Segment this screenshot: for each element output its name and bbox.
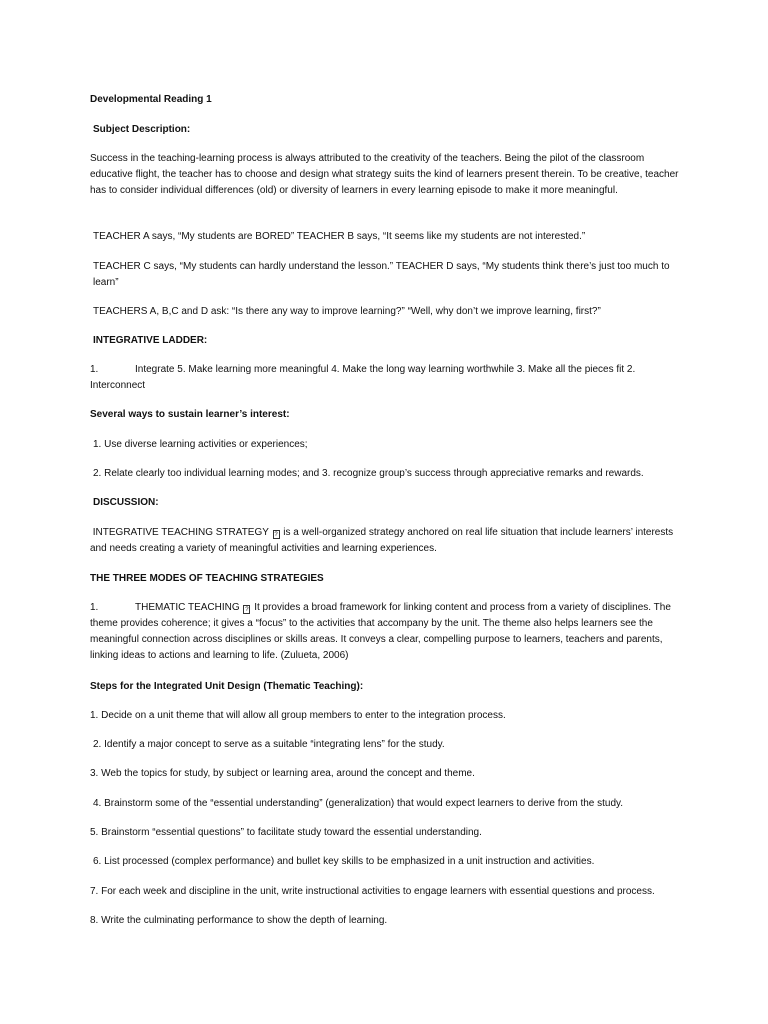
thematic-number: 1. — [90, 602, 99, 613]
step-item-6: 6. List processed (complex performance) and bullet key skills to be emphasized in a unit instruction and activities. — [93, 856, 595, 867]
sustain-item-1: 1. Use diverse learning activities or experiences; — [93, 439, 308, 450]
step-item-7: 7. For each week and discipline in the unit, write instructional activities to engage learners with essential questions and process. — [90, 886, 655, 897]
discussion-heading: DISCUSSION: — [93, 497, 159, 508]
teacher-ab-paragraph: TEACHER A says, “My students are BORED” TEACHER B says, “It seems like my students are not interested.” — [93, 231, 586, 242]
step-item-3: 3. Web the topics for study, by subject or learning area, around the concept and theme. — [90, 768, 475, 779]
intro-paragraph: Success in the teaching-learning process is always attributed to the creativity of the teachers. Being the pilot of the classroom educative flight, the teacher has to choose and design what strategy suits the kind of learners present therein. To be creative, teacher has to consider individual differences (old) or diversity of learners in every learning episode to make it more meaningful. — [90, 153, 679, 196]
step-item-5: 5. Brainstorm “essential questions” to facilitate study toward the essential understanding. — [90, 827, 482, 838]
strategy-paragraph — [90, 525, 682, 557]
ladder-number: 1. — [90, 364, 99, 375]
ladder-heading: INTEGRATIVE LADDER: — [93, 335, 208, 346]
missing-glyph-icon: ? — [245, 607, 249, 613]
missing-glyph-icon: ? — [274, 532, 278, 538]
ladder-text: Integrate 5. Make learning more meaningful 4. Make the long way learning worthwhile 3. Make all the pieces fit 2. Interconnect — [90, 364, 636, 391]
sustain-item-2: 2. Relate clearly too individual learning modes; and 3. recognize group’s success through appreciative remarks and rewards. — [93, 468, 644, 479]
strategy-term: INTEGRATIVE TEACHING STRATEGY — [92, 527, 269, 538]
thematic-text: It provides a broad framework for linking content and process from a variety of disciplines. The theme provides coherence; it gives a “focus” to the activities that accompany by the unit. The theme also helps learners see the meaningful connection across disciplines or skills areas. It conveys a clear, compelling purpose to learners, teachers and parents, linking ideas to actions and learning to life. (Zulueta, 2006) — [90, 602, 671, 661]
thematic-term: THEMATIC TEACHING — [135, 602, 240, 613]
subject-heading: Subject Description: — [93, 124, 191, 135]
step-item-2: 2. Identify a major concept to serve as a suitable “integrating lens” for the study. — [93, 739, 445, 750]
thematic-paragraph — [90, 600, 682, 664]
document-title: Developmental Reading 1 — [90, 94, 212, 105]
teachers-question-paragraph: TEACHERS A, B,C and D ask: “Is there any way to improve learning?” “Well, why don’t we improve learning, first?” — [93, 306, 601, 317]
teacher-cd-paragraph: TEACHER C says, “My students can hardly understand the lesson.” TEACHER D says, “My students think there’s just too much to learn” — [93, 261, 670, 288]
strategy-text: is a well-organized strategy anchored on real life situation that include learners’ interests and needs creating a variety of meaningful activities and learning experiences. — [90, 527, 674, 554]
step-item-8: 8. Write the culminating performance to show the depth of learning. — [90, 915, 388, 926]
ladder-item — [90, 362, 682, 394]
modes-heading: THE THREE MODES OF TEACHING STRATEGIES — [90, 573, 324, 584]
steps-heading: Steps for the Integrated Unit Design (Thematic Teaching): — [90, 681, 364, 692]
step-item-1: 1. Decide on a unit theme that will allow all group members to enter to the integration process. — [90, 710, 506, 721]
step-item-4: 4. Brainstorm some of the “essential understanding” (generalization) that would expect learners to derive from the study. — [93, 798, 624, 809]
sustain-heading: Several ways to sustain learner’s interest: — [90, 409, 290, 420]
